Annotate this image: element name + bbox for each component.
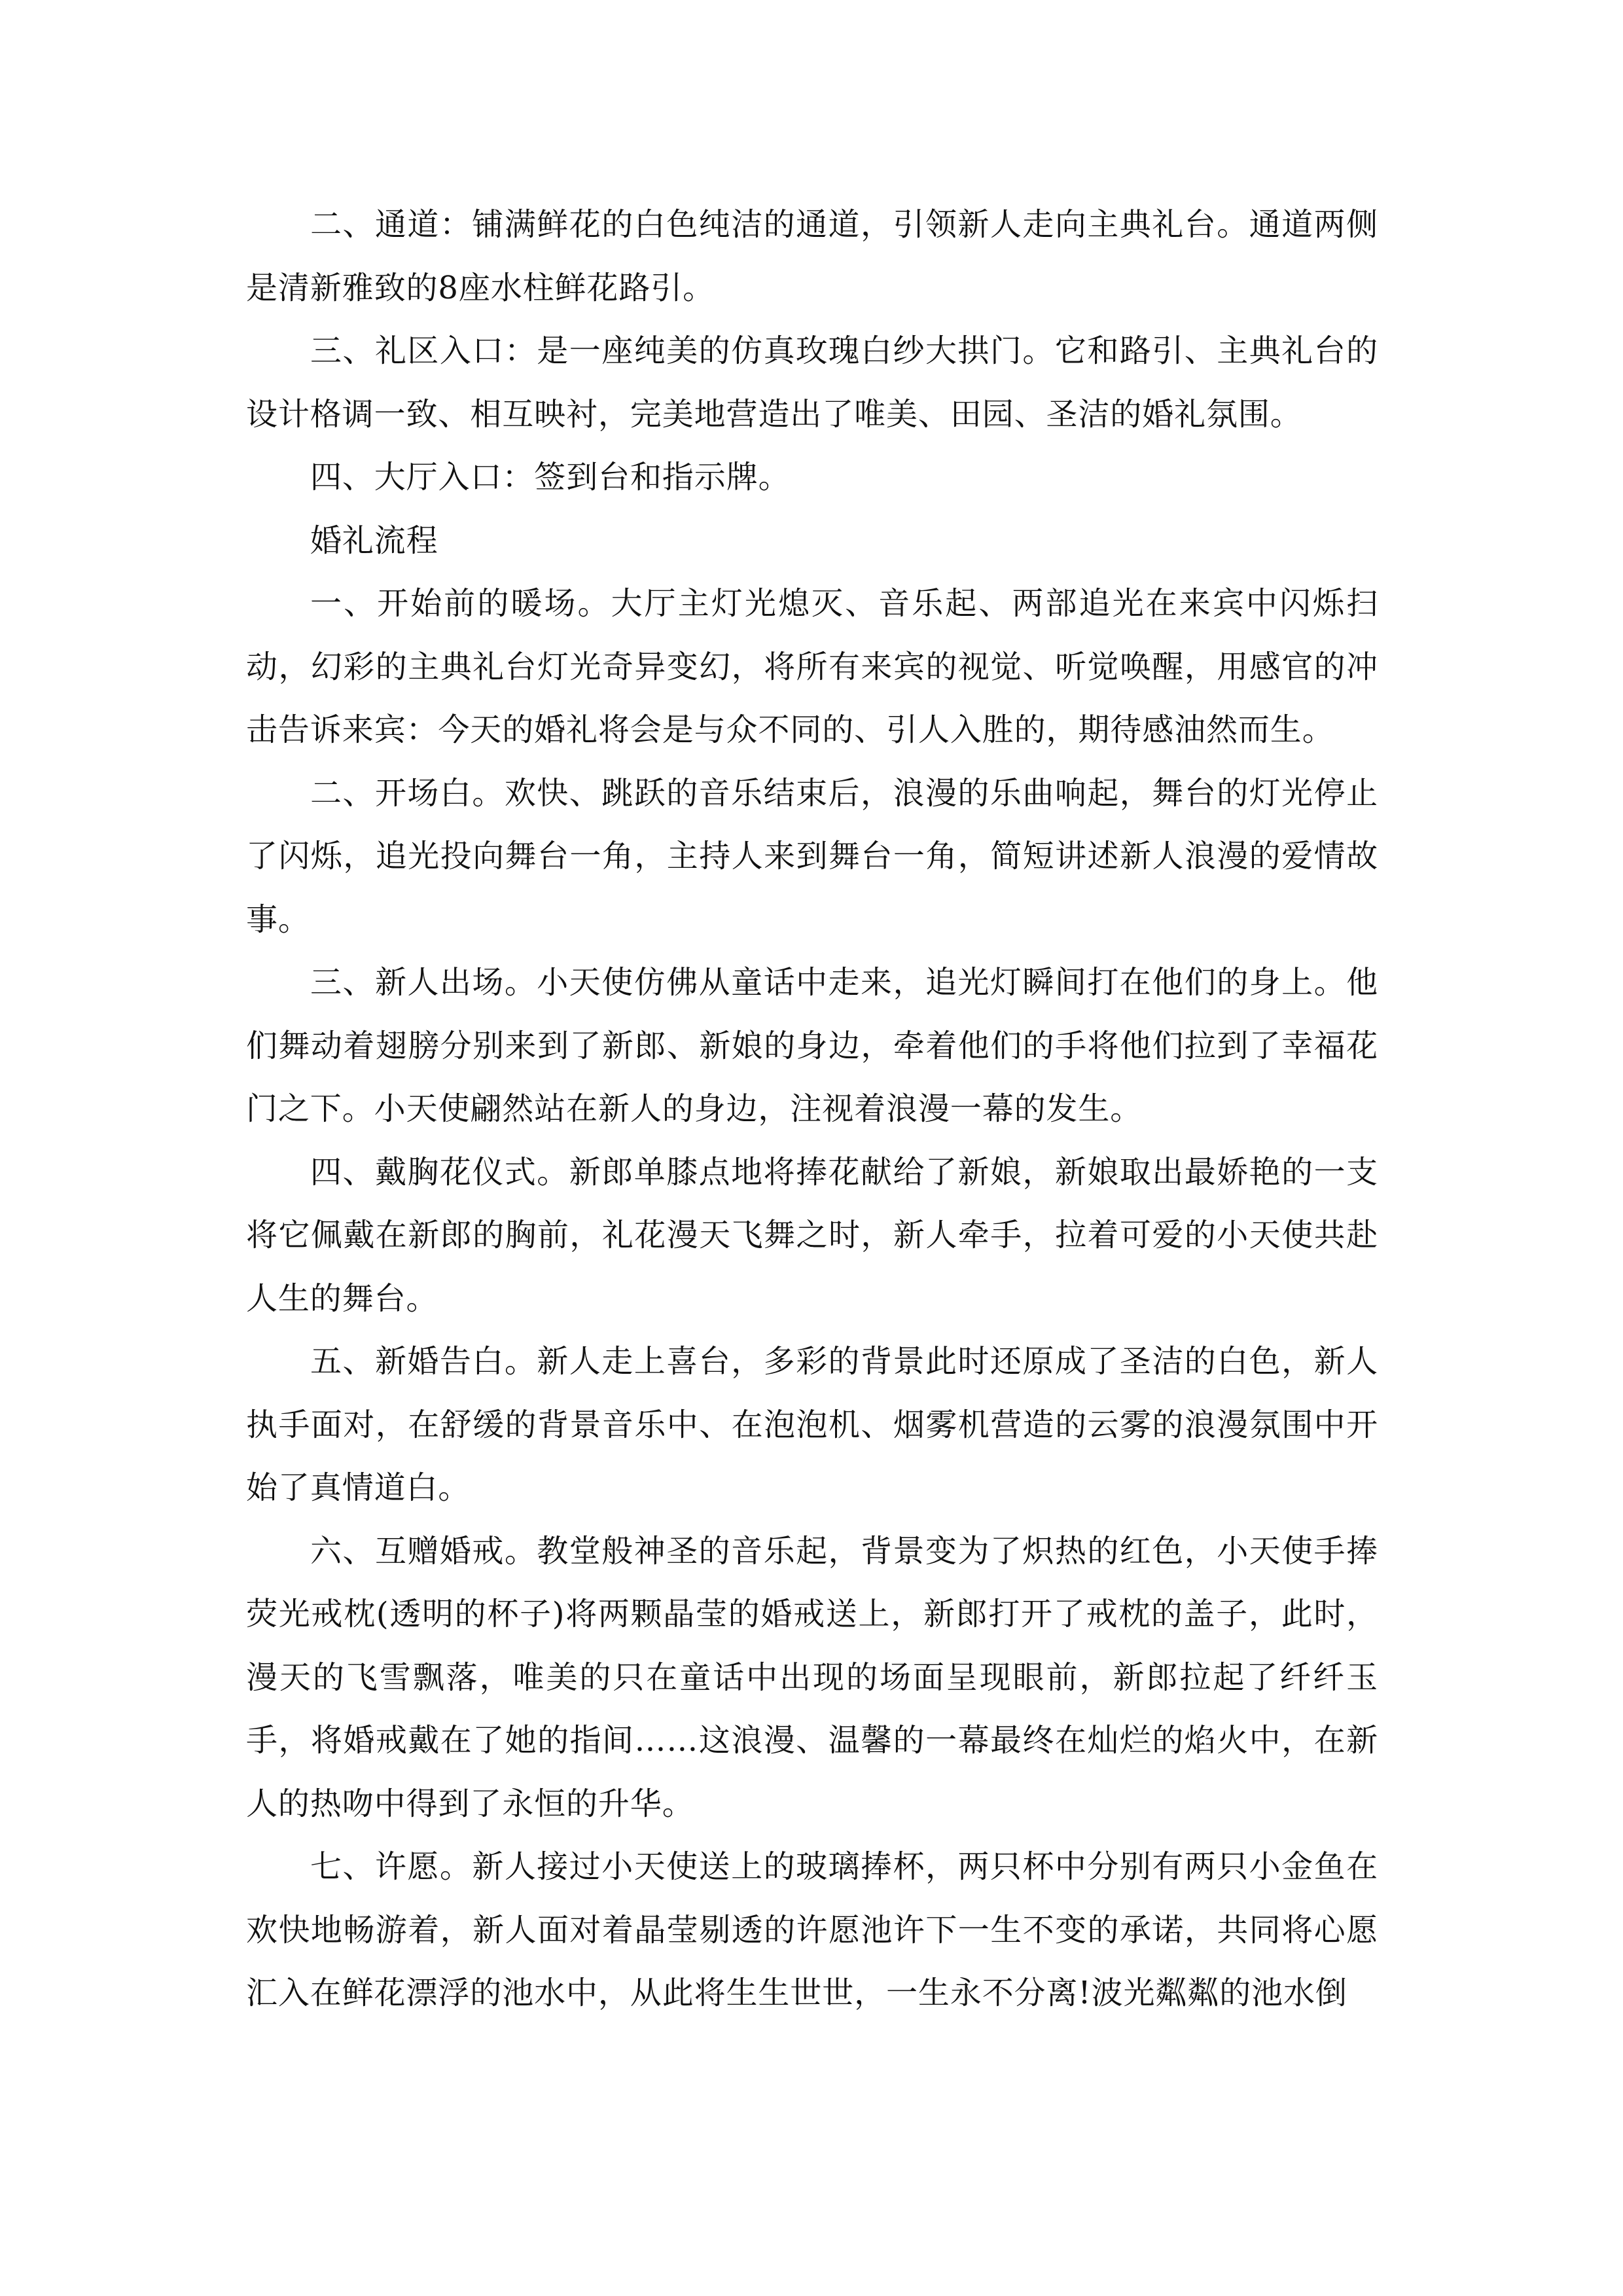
paragraph-opening: 二、开场白。欢快、跳跃的音乐结束后，浪漫的乐曲响起，舞台的灯光停止了闪烁，追光投向舞台一角，主持人来到舞台一角，简短讲述新人浪漫的爱情故事。	[246, 774, 1378, 938]
paragraph-hall-entrance: 四、大厅入口：签到台和指示牌。	[310, 459, 791, 495]
paragraph-ceremony-entrance: 三、礼区入口：是一座纯美的仿真玫瑰白纱大拱门。它和路引、主典礼台的设计格调一致、相互映衬，完美地营造出了唯美、田园、圣洁的婚礼氛围。	[246, 332, 1378, 433]
section-heading-wedding-flow: 婚礼流程	[310, 522, 438, 559]
paragraph-wedding-confession: 五、新婚告白。新人走上喜台，多彩的背景此时还原成了圣洁的白色，新人执手面对，在舒缓的背景音乐中、在泡泡机、烟雾机营造的云雾的浪漫氛围中开始了真情道白。	[246, 1343, 1378, 1506]
paragraph-warmup: 一、开始前的暖场。大厅主灯光熄灭、音乐起、两部追光在来宾中闪烁扫动，幻彩的主典礼台灯光奇异变幻，将所有来宾的视觉、听觉唤醒，用感官的冲击告诉来宾：今天的婚礼将会是与众不同的、引人入胜的，期待感油然而生。	[246, 585, 1378, 748]
paragraph-wish: 七、许愿。新人接过小天使送上的玻璃捧杯，两只杯中分别有两只小金鱼在欢快地畅游着，新人面对着晶莹剔透的许愿池许下一生不变的承诺，共同将心愿汇入在鲜花漂浮的池水中，从此将生生世世，一生永不分离!波光粼粼的池水倒	[246, 1848, 1378, 2011]
paragraph-passage-section: 二、通道：铺满鲜花的白色纯洁的通道，引领新人走向主典礼台。通道两侧是清新雅致的8座水柱鲜花路引。	[246, 206, 1378, 306]
paragraph-ring-exchange: 六、互赠婚戒。教堂般神圣的音乐起，背景变为了炽热的红色，小天使手捧荧光戒枕(透明的杯子)将两颗晶莹的婚戒送上，新郎打开了戒枕的盖子，此时，漫天的飞雪飘落，唯美的只在童话中出现的场面呈现眼前，新郎拉起了纤纤玉手，将婚戒戴在了她的指间……这浪漫、温馨的一幕最终在灿烂的焰火中，在新人的热吻中得到了永恒的升华。	[246, 1532, 1378, 1822]
document-body	[246, 193, 1378, 2025]
paragraph-couple-entrance: 三、新人出场。小天使仿佛从童话中走来，追光灯瞬间打在他们的身上。他们舞动着翅膀分别来到了新郎、新娘的身边，牵着他们的手将他们拉到了幸福花门之下。小天使翩然站在新人的身边，注视着浪漫一幕的发生。	[246, 964, 1378, 1127]
paragraph-corsage-ceremony: 四、戴胸花仪式。新郎单膝点地将捧花献给了新娘，新娘取出最娇艳的一支将它佩戴在新郎的胸前，礼花漫天飞舞之时，新人牵手，拉着可爱的小天使共赴人生的舞台。	[246, 1153, 1378, 1317]
